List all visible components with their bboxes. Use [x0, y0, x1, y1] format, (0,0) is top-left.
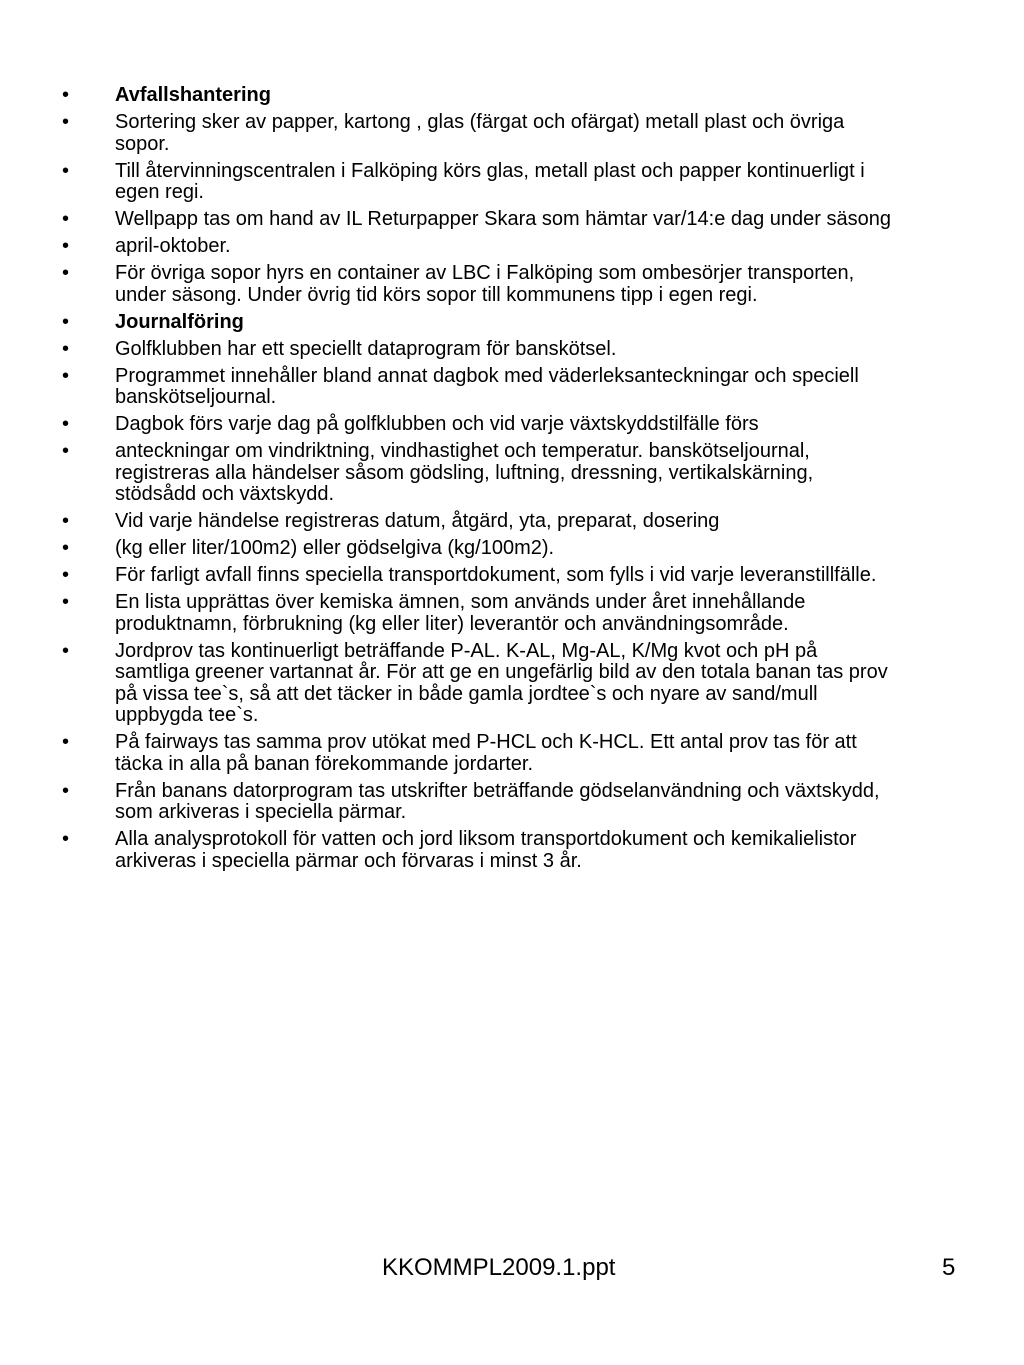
- bullet-icon: •: [62, 639, 70, 662]
- bullet-icon: •: [62, 262, 70, 284]
- bullet-text: Vid varje händelse registreras datum, åtgärd, yta, preparat, dosering: [115, 510, 720, 532]
- bullet-text: (kg eller liter/100m2) eller gödselgiva (kg/100m2).: [115, 537, 555, 559]
- bullet-item: [62, 592, 892, 635]
- bullet-icon: •: [62, 510, 70, 532]
- bullet-text: Alla analysprotokoll för vatten och jord liksom transportdokument och kemikalielistor arkiveras i speciella pärmar och förvaras i minst 3 år.: [115, 828, 857, 872]
- bullet-icon: •: [62, 591, 70, 613]
- bullet-item: [62, 414, 892, 436]
- bullet-text: För farligt avfall finns speciella transportdokument, som fylls i vid varje leveranstillfälle.: [115, 564, 877, 586]
- bullet-item: [62, 366, 892, 409]
- bullet-text: Dagbok förs varje dag på golfklubben och vid varje växtskyddstilfälle förs: [115, 413, 759, 435]
- bullet-text: Wellpapp tas om hand av IL Returpapper Skara som hämtar var/14:e dag under säsong: [115, 208, 892, 230]
- bullet-item: [62, 565, 892, 587]
- bullet-item: [62, 209, 892, 231]
- bullet-item: [62, 339, 892, 361]
- bullet-text: Från banans datorprogram tas utskrifter beträffande gödselanvändning och växtskydd, som arkiveras i speciella pärmar.: [115, 779, 880, 823]
- bullet-item: [62, 441, 892, 506]
- bullet-text: En lista upprättas över kemiska ämnen, som används under året innehållande produktnamn, förbrukning (kg eller liter) leverantör och användningsområde.: [115, 591, 806, 635]
- footer-filename: KKOMMPL2009.1.ppt: [382, 1254, 616, 1281]
- bullet-icon: •: [62, 440, 70, 462]
- bullet-icon: •: [62, 111, 70, 133]
- bullet-item: [62, 112, 892, 155]
- bullet-text: För övriga sopor hyrs en container av LBC i Falköping som ombesörjer transporten, under säsong. Under övrig tid körs sopor till kommunens tipp i egen regi.: [115, 262, 855, 306]
- bullet-item: [62, 732, 892, 775]
- bullet-item: [62, 538, 892, 560]
- bullet-item: [62, 781, 892, 824]
- section-heading-item: [62, 312, 892, 334]
- footer-page-number: 5: [942, 1254, 956, 1281]
- bullet-text: Golfklubben har ett speciellt dataprogram för banskötsel.: [115, 337, 617, 360]
- bullet-item: [62, 641, 892, 727]
- bullet-icon: •: [62, 159, 70, 182]
- bullet-icon: •: [62, 208, 70, 230]
- bullet-item: [62, 236, 892, 258]
- bullet-icon: •: [62, 564, 70, 586]
- bullet-text: april-oktober.: [115, 235, 231, 257]
- bullet-item: [62, 829, 892, 872]
- bullet-icon: •: [62, 828, 70, 850]
- bullet-icon: •: [62, 84, 70, 106]
- bullet-icon: •: [62, 337, 70, 360]
- bullet-text: Programmet innehåller bland annat dagbok med väderleksanteckningar och speciell banskötseljournal.: [115, 364, 859, 408]
- bullet-text: Sortering sker av papper, kartong , glas (färgat och ofärgat) metall plast och övriga sopor.: [115, 111, 845, 155]
- bullet-icon: •: [62, 731, 70, 753]
- bullet-item: [62, 511, 892, 533]
- bullet-icon: •: [62, 310, 70, 333]
- bullet-text: På fairways tas samma prov utökat med P-HCL och K-HCL. Ett antal prov tas för att täcka in alla på banan förekommande jordarter.: [115, 731, 857, 775]
- section-heading-text: Avfallshantering: [115, 84, 271, 106]
- bullet-text: Till återvinningscentralen i Falköping körs glas, metall plast och papper kontinuerligt i egen regi.: [115, 159, 865, 203]
- section-heading-item: [62, 85, 892, 107]
- bullet-text: anteckningar om vindriktning, vindhastighet och temperatur. banskötseljournal, registreras alla händelser såsom gödsling, luftning, dressning, vertikalskärning, stödsådd och växtskydd.: [115, 440, 814, 505]
- bullet-icon: •: [62, 537, 70, 559]
- section-heading-text: Journalföring: [115, 310, 244, 333]
- bullet-icon: •: [62, 779, 70, 802]
- bullet-list: [62, 85, 892, 878]
- bullet-text: Jordprov tas kontinuerligt beträffande P-AL. K-AL, Mg-AL, K/Mg kvot och pH på samtliga greener vartannat år. För att ge en ungefärlig bild av den totala banan tas prov på vissa tee`s, så att det täcker in både gamla jordtee`s och nyare av sand/mull uppbygda tee`s.: [115, 639, 888, 726]
- bullet-icon: •: [62, 235, 70, 257]
- bullet-item: [62, 263, 892, 306]
- bullet-item: [62, 161, 892, 204]
- bullet-icon: •: [62, 413, 70, 435]
- bullet-icon: •: [62, 364, 70, 387]
